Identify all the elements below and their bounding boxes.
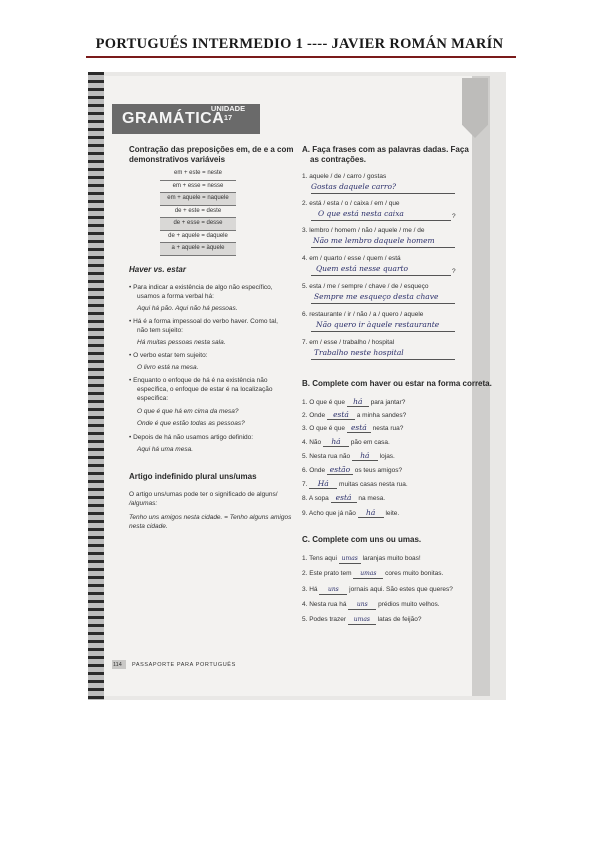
unit-word: UNIDADE: [210, 104, 246, 113]
exercise-a-answer: Sempre me esqueço desta chave: [314, 292, 439, 301]
table-row: de + aquele = daquele: [160, 231, 236, 244]
footer-text: PASSAPORTE PARA PORTUGUÊS: [132, 662, 236, 668]
bullet-line: • Enquanto o enfoque de há é na existência não: [129, 377, 268, 384]
answer-line: [311, 275, 451, 276]
example-line: Aqui há pão. Aqui não há pessoas.: [137, 305, 238, 312]
item-text: na mesa.: [358, 495, 386, 502]
document-title: PORTUGUÉS INTERMEDIO 1 ---- JAVIER ROMÁN MARÍN: [95, 36, 504, 52]
bullet-line: • Há é a forma impessoal do verbo haver. Como tal,: [129, 318, 278, 325]
exercise-a-answer: O que está nesta caixa: [318, 209, 404, 218]
item-text: 4. Nesta rua há: [302, 601, 347, 608]
exercise-c-item: [302, 586, 453, 595]
answer-line: [311, 303, 455, 304]
section3-line: Tenho uns amigos nesta cidade. = Tenho alguns amigos: [129, 514, 292, 521]
banner-unit: [208, 104, 248, 122]
item-text: laranjas muito boas!: [362, 555, 421, 562]
filled-blank: uns: [348, 601, 376, 610]
section1-title-line1: Contração das preposições em, de e a com: [129, 145, 294, 154]
filled-blank: estão: [327, 466, 353, 475]
footer-page-number: 114: [113, 662, 122, 668]
bullet-line: • Depois de há não usamos artigo definido:: [129, 434, 254, 441]
bullet-line: • Para indicar a existência de algo não específico,: [129, 284, 273, 291]
exercise-a-answer: Não quero ir àquele restaurante: [316, 320, 440, 329]
answer-line: [311, 359, 455, 360]
exercise-b-title: B. Complete com haver ou estar na forma correta.: [302, 379, 492, 388]
item-text: 8. A sopa: [302, 495, 329, 502]
example-line: Onde é que estão todas as pessoas?: [137, 420, 245, 427]
item-text: 3. O que é que: [302, 425, 346, 432]
filled-blank: uns: [319, 586, 347, 595]
bullet-line: • O verbo estar tem sujeito:: [129, 352, 208, 359]
filled-blank: Há: [309, 480, 337, 489]
answer-line: [311, 247, 455, 248]
item-text: 4. Não: [302, 439, 322, 446]
exercise-c-item: [302, 616, 421, 625]
exercise-c-title: C. Complete com uns ou umas.: [302, 535, 422, 544]
exercise-b-item: [302, 398, 405, 407]
question-mark: ?: [452, 213, 456, 220]
section3-line: nesta cidade.: [129, 523, 168, 530]
exercise-a-prompt: 2. está / esta / o / caixa / em / que: [302, 200, 400, 207]
exercise-b-item: [302, 438, 390, 447]
item-text: 2. Este prato tem: [302, 570, 352, 577]
filled-blank: está: [331, 494, 357, 503]
banner-title: GRAMÁTICA: [122, 110, 225, 127]
exercise-b-item: [302, 466, 402, 475]
exercise-c-item: [302, 555, 421, 564]
exercise-b-item: [302, 452, 395, 461]
bullet-line: específica:: [137, 395, 169, 402]
filled-blank: umas: [348, 616, 376, 625]
exercise-b-item: [302, 411, 406, 420]
item-text: 2. Onde: [302, 412, 326, 419]
table-row: de + esse = desse: [160, 218, 236, 231]
example-line: O livro está na mesa.: [137, 364, 199, 371]
item-text: 3. Há: [302, 586, 318, 593]
exercise-a-prompt: 1. aquele / de / carro / gostas: [302, 173, 387, 180]
item-text: para jantar?: [370, 399, 406, 406]
exercise-b-item: [302, 424, 403, 433]
exercise-a-answer: Não me lembro daquele homem: [313, 236, 435, 245]
answer-line: [311, 220, 451, 221]
item-text: leite.: [385, 510, 400, 517]
item-text: latas de feijão?: [377, 616, 422, 623]
exercise-a-answer: Gostas daquele carro?: [311, 182, 397, 191]
exercise-b-item: [302, 494, 385, 503]
question-mark: ?: [452, 268, 456, 275]
section3-title: Artigo indefinido plural uns/umas: [129, 472, 257, 481]
item-text: a minha sandes?: [356, 412, 407, 419]
item-text: 7.: [302, 481, 308, 488]
section3-line: O artigo uns/umas pode ter o significado de alguns/: [129, 491, 278, 498]
table-row: em + este = neste: [160, 168, 236, 181]
exercise-a-answer: Trabalho neste hospital: [314, 348, 404, 357]
answer-line: [311, 331, 455, 332]
item-text: 9. Acho que já não: [302, 510, 356, 517]
filled-blank: está: [327, 411, 355, 420]
item-text: 5. Podes trazer: [302, 616, 347, 623]
document-header: [0, 0, 599, 60]
item-text: jornais aqui. São estes que queres?: [349, 586, 453, 593]
filled-blank: há: [352, 452, 378, 461]
item-text: cores muito bonitas.: [385, 570, 444, 577]
filled-blank: há: [347, 398, 369, 407]
filled-blank: umas: [353, 570, 383, 579]
exercise-a-prompt: 3. lembro / homem / não / aquele / me / de: [302, 227, 425, 234]
exercise-a-prompt: 5. esta / me / sempre / chave / de / esqueço: [302, 283, 429, 290]
item-text: os teus amigos?: [354, 467, 403, 474]
unit-number: 17: [223, 113, 233, 122]
header-rule: [86, 56, 516, 58]
contraction-table: [160, 168, 236, 256]
exercise-b-item: [302, 480, 408, 489]
exercise-a-answer: Quem está nesse quarto: [316, 264, 409, 273]
item-text: 6. Onde: [302, 467, 326, 474]
item-text: 5. Nesta rua não: [302, 453, 351, 460]
item-text: prédios muito velhos.: [378, 601, 440, 608]
table-row: de + este = deste: [160, 206, 236, 219]
answer-line: [311, 193, 455, 194]
bullet-line: específica, o enfoque de estar é na localização: [137, 386, 273, 393]
example-line: O que é que há em cima da mesa?: [137, 408, 239, 415]
exercise-b-item: [302, 509, 399, 518]
item-text: pão em casa.: [350, 439, 390, 446]
table-row: em + esse = nesse: [160, 181, 236, 194]
exercise-a-title-line2: as contrações.: [310, 155, 367, 164]
example-line: Aqui há uma mesa.: [137, 446, 194, 453]
filled-blank: está: [347, 424, 371, 433]
spiral-binding: [88, 72, 104, 700]
exercise-a-title-line1: A. Faça frases com as palavras dadas. Faça: [302, 145, 469, 154]
table-row: a + aquele = àquele: [160, 243, 236, 256]
table-row: em + aquele = naquele: [160, 193, 236, 206]
filled-blank: umas: [339, 555, 361, 564]
filled-blank: há: [323, 438, 349, 447]
filled-blank: há: [358, 509, 384, 518]
item-text: muitas casas nesta rua.: [339, 481, 408, 488]
item-text: 1. Tens aqui: [302, 555, 337, 562]
exercise-a-prompt: 7. em / esse / trabalho / hospital: [302, 339, 395, 346]
bullet-line: não tem sujeito:: [137, 327, 183, 334]
section3-line: /algumas:: [129, 500, 158, 507]
item-text: lojas.: [379, 453, 395, 460]
exercise-a-prompt: 4. em / quarto / esse / quem / está: [302, 255, 401, 262]
bullet-line: usamos a forma verbal há:: [137, 293, 214, 300]
section2-title: Haver vs. estar: [129, 265, 186, 274]
exercise-c-item: [302, 601, 440, 610]
exercise-c-item: [302, 570, 443, 579]
example-line: Há muitas pessoas nesta sala.: [137, 339, 226, 346]
item-text: nesta rua?: [372, 425, 404, 432]
exercise-a-prompt: 6. restaurante / ir / não / a / quero / aquele: [302, 311, 424, 318]
section1-title-line2: demonstrativos variáveis: [129, 155, 226, 164]
item-text: 1. O que é que: [302, 399, 346, 406]
